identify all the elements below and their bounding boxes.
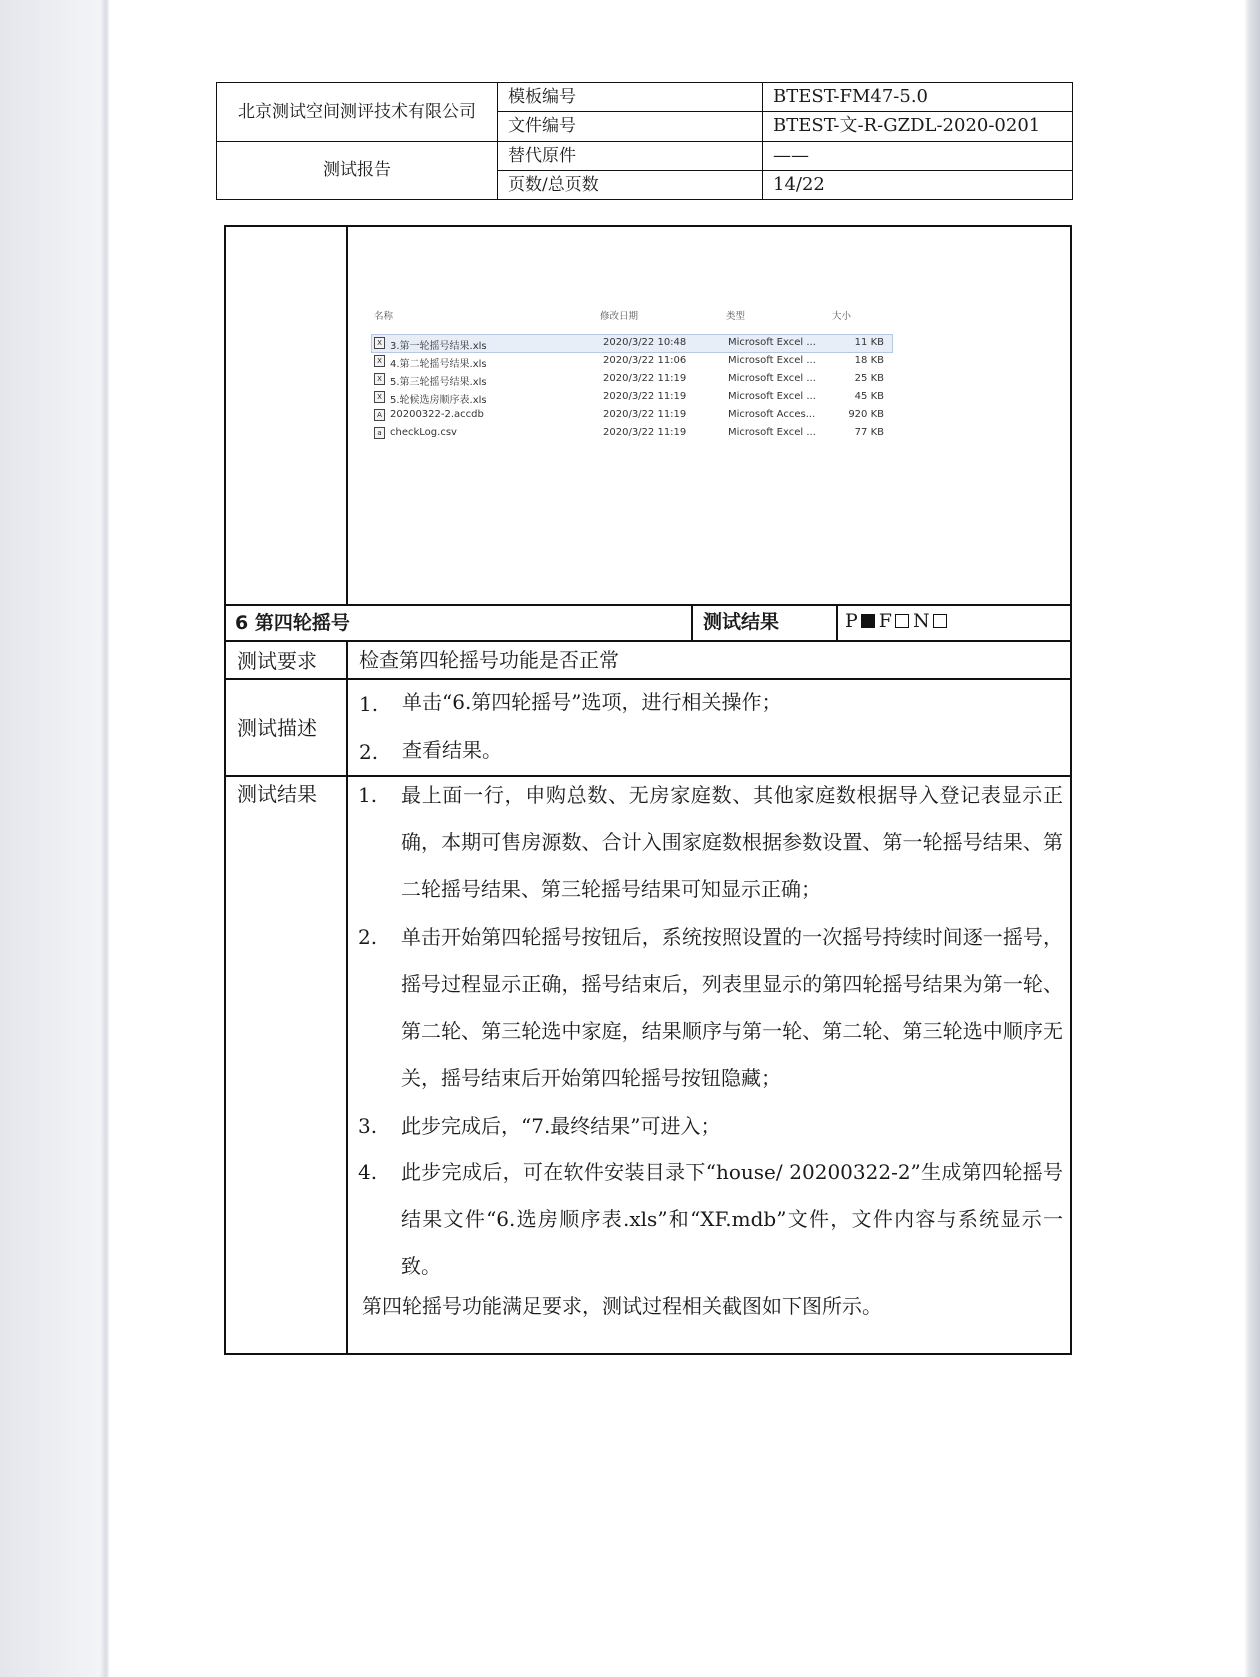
doc-type: 测试报告	[217, 141, 498, 200]
row-divider	[226, 640, 1070, 642]
description-text: 单击“6.第四轮摇号”选项，进行相关操作；	[402, 690, 782, 714]
file-size: 77 KB	[854, 427, 884, 438]
file-list-header	[372, 308, 902, 322]
column-divider	[836, 604, 838, 640]
results-label: 测试结果	[237, 782, 317, 806]
file-date: 2020/3/22 11:19	[603, 373, 687, 384]
file-row[interactable]	[372, 353, 892, 370]
file-type: Microsoft Excel ...	[728, 391, 816, 402]
file-type: Microsoft Acces...	[728, 409, 816, 420]
file-type: Microsoft Excel ...	[728, 373, 816, 384]
na-checkbox[interactable]	[933, 614, 947, 628]
col-size: 大小	[832, 311, 852, 322]
column-divider	[346, 640, 348, 1355]
column-divider	[691, 604, 693, 640]
section-title: 6 第四轮摇号	[235, 612, 350, 634]
result-item	[358, 914, 1063, 1102]
file-size: 25 KB	[854, 373, 884, 384]
row-divider	[226, 678, 1070, 680]
scan-edge-right	[1244, 0, 1260, 1677]
page-count-label: 页数/总页数	[498, 170, 763, 199]
col-name: 名称	[374, 311, 394, 322]
requirement-text: 检查第四轮摇号功能是否正常	[359, 648, 619, 672]
file-date: 2020/3/22 11:06	[603, 355, 687, 366]
file-name: 3.第一轮摇号结果.xls	[390, 341, 487, 352]
result-item	[358, 1149, 1063, 1290]
file-date: 2020/3/22 11:19	[603, 427, 687, 438]
pass-letter: P	[845, 610, 859, 632]
file-date: 2020/3/22 11:19	[603, 409, 687, 420]
template-no-value: BTEST-FM47-5.0	[763, 83, 1073, 112]
description-label: 测试描述	[237, 716, 317, 740]
fail-letter: F	[878, 610, 893, 632]
file-type: Microsoft Excel ...	[728, 355, 816, 366]
file-type: Microsoft Excel ...	[728, 337, 816, 348]
file-size: 45 KB	[854, 391, 884, 402]
file-explorer-screenshot	[372, 308, 902, 448]
result-text: 此步完成后，可在软件安装目录下“house/ 20200322-2”生成第四轮摇号结果文件“6.选房顺序表.xls”和“XF.mdb”文件，文件内容与系统显示一致。	[401, 1160, 1063, 1278]
excel-file-icon: X	[374, 373, 385, 385]
excel-file-icon: X	[374, 391, 385, 403]
description-num: 2.	[359, 740, 379, 764]
company-name: 北京测试空间测评技术有限公司	[217, 83, 498, 142]
result-label: 测试结果	[703, 611, 780, 633]
file-row[interactable]	[372, 425, 892, 442]
pass-fail-na	[845, 609, 951, 633]
result-text: 最上面一行，申购总数、无房家庭数、其他家庭数根据导入登记表显示正确，本期可售房源数、合计入围家庭数根据参数设置、第一轮摇号结果、第二轮摇号结果、第三轮摇号结果可知显示正确；	[401, 783, 1063, 901]
result-num: 3.	[358, 1114, 378, 1138]
replaces-value: ——	[763, 141, 1073, 170]
result-item	[358, 1103, 1063, 1150]
screenshot-left-column	[226, 227, 348, 604]
requirement-label: 测试要求	[237, 649, 317, 673]
file-size: 18 KB	[854, 355, 884, 366]
file-size: 920 KB	[848, 409, 884, 420]
na-letter: N	[912, 610, 931, 632]
excel-file-icon: X	[374, 337, 385, 349]
file-row[interactable]	[372, 371, 892, 388]
template-no-label: 模板编号	[498, 83, 763, 112]
fail-checkbox[interactable]	[895, 614, 909, 628]
description-text: 查看结果。	[402, 738, 502, 762]
description-num: 1.	[359, 692, 379, 716]
file-type: Microsoft Excel ...	[728, 427, 816, 438]
document-header-table	[216, 82, 1073, 200]
replaces-label: 替代原件	[498, 141, 763, 170]
file-size: 11 KB	[854, 337, 884, 348]
file-name: 5.第三轮摇号结果.xls	[390, 377, 487, 388]
file-no-value: BTEST-文-R-GZDL-2020-0201	[763, 112, 1073, 141]
file-row[interactable]	[372, 335, 892, 352]
file-name: 20200322-2.accdb	[390, 409, 484, 420]
file-name: 4.第二轮摇号结果.xls	[390, 359, 487, 370]
result-text: 此步完成后，“7.最终结果”可进入；	[401, 1114, 721, 1138]
csv-file-icon: a	[374, 427, 385, 439]
result-item	[358, 772, 1063, 913]
file-name: checkLog.csv	[390, 427, 457, 438]
result-num: 2.	[358, 925, 378, 949]
result-text: 单击开始第四轮摇号按钮后，系统按照设置的一次摇号持续时间逐一摇号，摇号过程显示正确，摇号结束后，列表里显示的第四轮摇号结果为第一轮、第二轮、第三轮选中家庭，结果顺序与第一轮、第二轮、第三轮选中顺序无关，摇号结束后开始第四轮摇号按钮隐藏；	[401, 925, 1063, 1090]
file-date: 2020/3/22 11:19	[603, 391, 687, 402]
access-file-icon: A	[374, 409, 385, 421]
excel-file-icon: X	[374, 355, 385, 367]
pass-checkbox[interactable]	[861, 614, 875, 628]
conclusion-text: 第四轮摇号功能满足要求，测试过程相关截图如下图所示。	[362, 1294, 882, 1318]
result-num: 4.	[358, 1160, 378, 1184]
page-count-value: 14/22	[763, 170, 1073, 199]
file-row[interactable]	[372, 389, 892, 406]
scan-edge-left	[0, 0, 110, 1677]
file-no-label: 文件编号	[498, 112, 763, 141]
col-type: 类型	[726, 311, 746, 322]
file-row[interactable]	[372, 407, 892, 424]
result-num: 1.	[358, 783, 378, 807]
col-date: 修改日期	[600, 311, 639, 322]
file-date: 2020/3/22 10:48	[603, 337, 687, 348]
file-name: 5.轮候选房顺序表.xls	[390, 395, 487, 406]
